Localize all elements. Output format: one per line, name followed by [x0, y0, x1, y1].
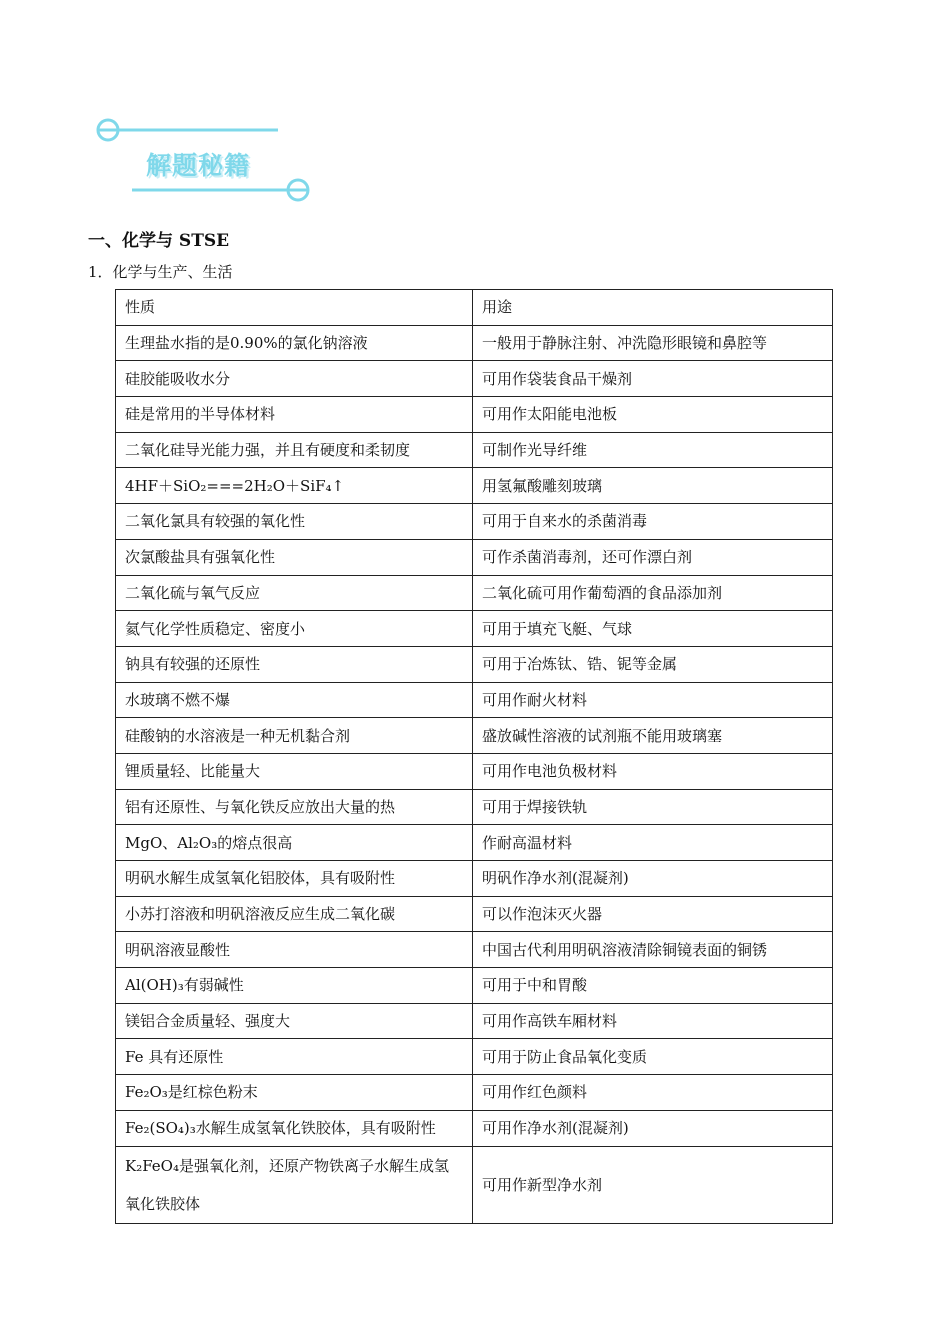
- table-row: [116, 539, 833, 575]
- use-cell: 二氧化硫可用作葡萄酒的食品添加剂: [473, 575, 833, 611]
- use-cell: 可用作太阳能电池板: [473, 397, 833, 433]
- table-row: [116, 789, 833, 825]
- property-cell: 硅胶能吸收水分: [116, 361, 473, 397]
- table-row: [116, 861, 833, 897]
- property-cell: 氦气化学性质稳定、密度小: [116, 611, 473, 647]
- table-row: [116, 896, 833, 932]
- property-cell: 小苏打溶液和明矾溶液反应生成二氧化碳: [116, 896, 473, 932]
- column-header-property: 性质: [116, 290, 473, 326]
- use-cell: 可用作电池负极材料: [473, 753, 833, 789]
- property-cell: 二氧化硅导光能力强，并且有硬度和柔韧度: [116, 432, 473, 468]
- property-use-table: [115, 289, 833, 1224]
- use-cell: 可用作净水剂(混凝剂): [473, 1110, 833, 1146]
- property-cell: 二氧化硫与氧气反应: [116, 575, 473, 611]
- table-row: [116, 575, 833, 611]
- property-cell: 生理盐水指的是0.90%的氯化钠溶液: [116, 325, 473, 361]
- use-cell: 可用作高铁车厢材料: [473, 1003, 833, 1039]
- table-row: [116, 753, 833, 789]
- property-cell: 明矾溶液显酸性: [116, 932, 473, 968]
- property-cell: Al(OH)₃有弱碱性: [116, 968, 473, 1004]
- column-header-use: 用途: [473, 290, 833, 326]
- table-row: [116, 968, 833, 1004]
- property-cell: Fe 具有还原性: [116, 1039, 473, 1075]
- table-header-row: [116, 290, 833, 326]
- table-row: [116, 682, 833, 718]
- use-cell: 可用作红色颜料: [473, 1075, 833, 1111]
- table-row: [116, 1039, 833, 1075]
- table-row: [116, 825, 833, 861]
- property-cell: 次氯酸盐具有强氧化性: [116, 539, 473, 575]
- use-cell: 用氢氟酸雕刻玻璃: [473, 468, 833, 504]
- table-row: [116, 504, 833, 540]
- table-row: [116, 1110, 833, 1146]
- table-row: [116, 1146, 833, 1223]
- use-cell: 可作杀菌消毒剂，还可作漂白剂: [473, 539, 833, 575]
- table-row: [116, 646, 833, 682]
- table-row: [116, 397, 833, 433]
- use-cell: 明矾作净水剂(混凝剂): [473, 861, 833, 897]
- subsection-title: 1．化学与生产、生活: [88, 263, 233, 281]
- property-cell: 锂质量轻、比能量大: [116, 753, 473, 789]
- property-cell: Fe₂(SO₄)₃水解生成氢氧化铁胶体，具有吸附性: [116, 1110, 473, 1146]
- use-cell: 可用于防止食品氧化变质: [473, 1039, 833, 1075]
- property-cell: 水玻璃不燃不爆: [116, 682, 473, 718]
- use-cell: 可用于焊接铁轨: [473, 789, 833, 825]
- table-row: [116, 361, 833, 397]
- property-cell: MgO、Al₂O₃的熔点很高: [116, 825, 473, 861]
- table-row: [116, 1075, 833, 1111]
- table-row: [116, 1003, 833, 1039]
- table-row: [116, 611, 833, 647]
- use-cell: 盛放碱性溶液的试剂瓶不能用玻璃塞: [473, 718, 833, 754]
- property-cell: 明矾水解生成氢氧化铝胶体，具有吸附性: [116, 861, 473, 897]
- use-cell: 可用于中和胃酸: [473, 968, 833, 1004]
- section-title: 一、化学与 STSE: [88, 231, 230, 251]
- use-cell: 可制作光导纤维: [473, 432, 833, 468]
- use-cell: 可用于填充飞艇、气球: [473, 611, 833, 647]
- use-cell: 可用作耐火材料: [473, 682, 833, 718]
- table-row: [116, 932, 833, 968]
- property-cell: Fe₂O₃是红棕色粉末: [116, 1075, 473, 1111]
- table-row: [116, 432, 833, 468]
- badge-label: 解题秘籍: [146, 151, 251, 180]
- use-cell: 可用于冶炼钛、锆、铌等金属: [473, 646, 833, 682]
- table-row: [116, 468, 833, 504]
- table-body: [116, 325, 833, 1223]
- use-cell: 可用作新型净水剂: [473, 1146, 833, 1223]
- use-cell: 可以作泡沫灭火器: [473, 896, 833, 932]
- property-cell: 硅是常用的半导体材料: [116, 397, 473, 433]
- property-cell: 硅酸钠的水溶液是一种无机黏合剂: [116, 718, 473, 754]
- use-cell: 中国古代利用明矾溶液清除铜镜表面的铜锈: [473, 932, 833, 968]
- property-cell: 钠具有较强的还原性: [116, 646, 473, 682]
- property-cell: 4HF＋SiO₂===2H₂O＋SiF₄↑: [116, 468, 473, 504]
- property-cell: K₂FeO₄是强氧化剂，还原产物铁离子水解生成氢氧化铁胶体: [116, 1146, 473, 1223]
- table-row: [116, 325, 833, 361]
- use-cell: 可用于自来水的杀菌消毒: [473, 504, 833, 540]
- property-cell: 二氧化氯具有较强的氧化性: [116, 504, 473, 540]
- table-row: [116, 718, 833, 754]
- use-cell: 一般用于静脉注射、冲洗隐形眼镜和鼻腔等: [473, 325, 833, 361]
- property-cell: 镁铝合金质量轻、强度大: [116, 1003, 473, 1039]
- use-cell: 可用作袋装食品干燥剂: [473, 361, 833, 397]
- property-cell: 铝有还原性、与氧化铁反应放出大量的热: [116, 789, 473, 825]
- use-cell: 作耐高温材料: [473, 825, 833, 861]
